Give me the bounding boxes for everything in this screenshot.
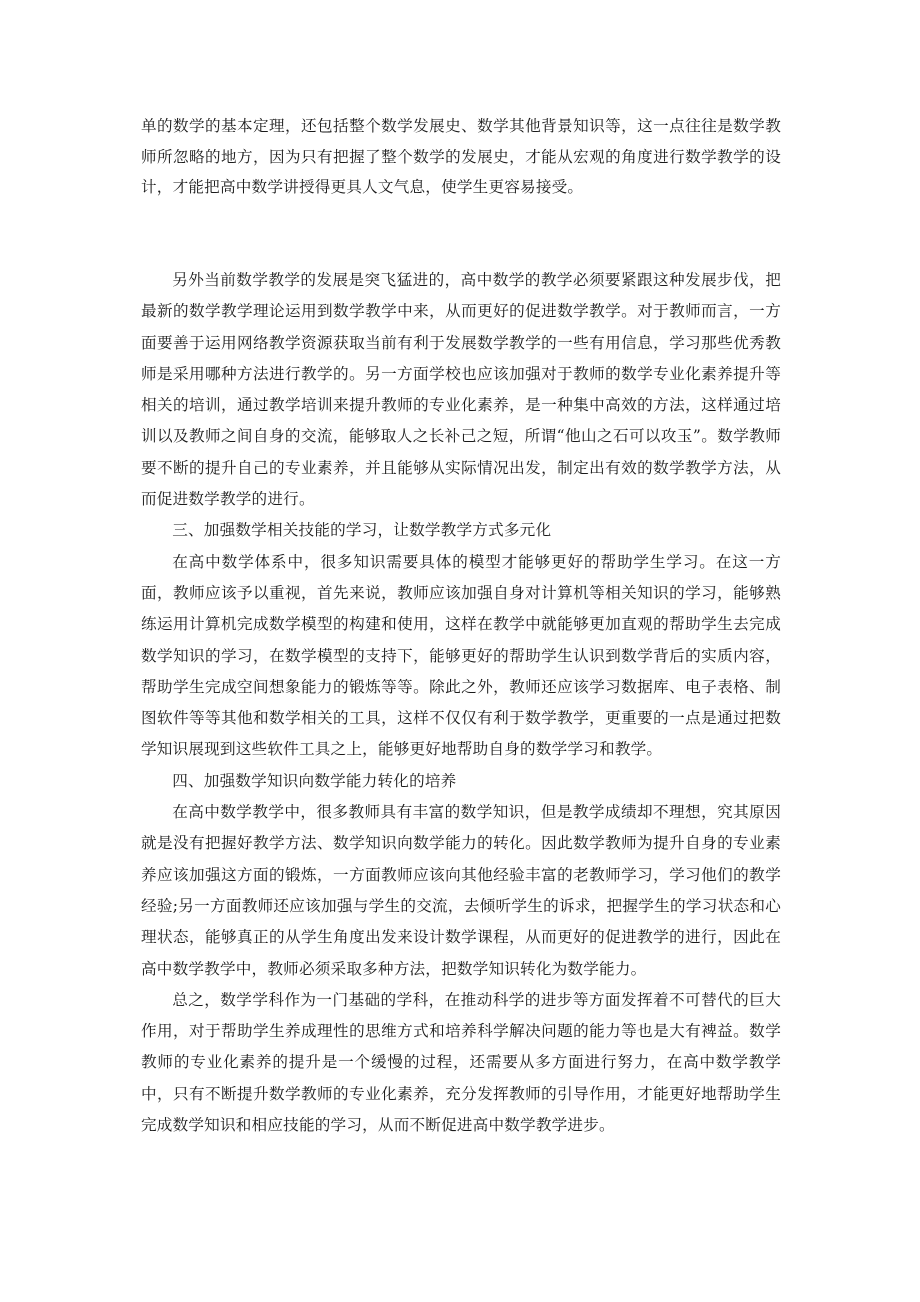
paragraph-teaching-development: 另外当前数学教学的发展是突飞猛进的，高中数学的教学必须要紧跟这种发展步伐，把最新的数学教学理论运用到数学教学中来，从而更好的促进数学教学。对于教师而言，一方面要善于运用网络教学资源获取当前有利于发展数学教学的一些有用信息，学习那些优秀教师是采用哪种方法进行教学的。另一方面学校也应该加强对于教师的数学专业化素养提升等相关的培训，通过教学培训来提升教师的专业化素养，是一种集中高效的方法，这样通过培训以及教师之间自身的交流，能够取人之长补己之短，所谓“他山之石可以攻玉”。数学教师要不断的提升自己的专业素养，并且能够从实际情况出发，制定出有效的数学教学方法，从而促进数学教学的进行。 [141,271,781,509]
section-heading-skills: 三、加强数学相关技能的学习，让数学教学方式多元化 [172,521,552,540]
intro-text-block [141,111,781,203]
main-text-block [141,265,781,1141]
section-heading-ability: 四、加强数学知识向数学能力转化的培养 [172,771,457,790]
paragraph-knowledge-to-ability: 在高中数学教学中，很多教师具有丰富的数学知识，但是教学成绩却不理想，究其原因就是没有把握好教学方法、数学知识向数学能力的转化。因此数学教师为提升自身的专业素养应该加强这方面的锻炼，一方面教师应该向其他经验丰富的老教师学习，学习他们的教学经验;另一方面教师还应该加强与学生的交流，去倾听学生的诉求，把握学生的学习状态和心理状态，能够真正的从学生角度出发来设计数学课程，从而更好的促进教学的进行，因此在高中数学教学中，教师必须采取多种方法，把数学知识转化为数学能力。 [141,803,781,978]
paragraph-conclusion: 总之，数学学科作为一门基础的学科，在推动科学的进步等方面发挥着不可替代的巨大作用，对于帮助学生养成理性的思维方式和培养科学解决问题的能力等也是大有裨益。数学教师的专业化素养的提升是一个缓慢的过程，还需要从多方面进行努力，在高中数学教学中，只有不断提升数学教师的专业化素养，充分发挥教师的引导作用，才能更好地帮助学生完成数学知识和相应技能的学习，从而不断促进高中数学教学进步。 [141,990,781,1135]
intro-paragraph: 单的数学的基本定理，还包括整个数学发展史、数学其他背景知识等，这一点往往是数学教师所忽略的地方，因为只有把握了整个数学的发展史，才能从宏观的角度进行数学教学的设计，才能把高中数学讲授得更具人文气息，使学生更容易接受。 [141,117,781,196]
paragraph-math-models: 在高中数学体系中，很多知识需要具体的模型才能够更好的帮助学生学习。在这一方面，教师应该予以重视，首先来说，教师应该加强自身对计算机等相关知识的学习，能够熟练运用计算机完成数学模型的构建和使用，这样在教学中就能够更加直观的帮助学生去完成数学知识的学习，在数学模型的支持下，能够更好的帮助学生认识到数学背后的实质内容，帮助学生完成空间想象能力的锻炼等等。除此之外，教师还应该学习数据库、电子表格、制图软件等等其他和数学相关的工具，这样不仅仅有利于数学教学，更重要的一点是通过把数学知识展现到这些软件工具之上，能够更好地帮助自身的数学学习和教学。 [141,552,781,759]
